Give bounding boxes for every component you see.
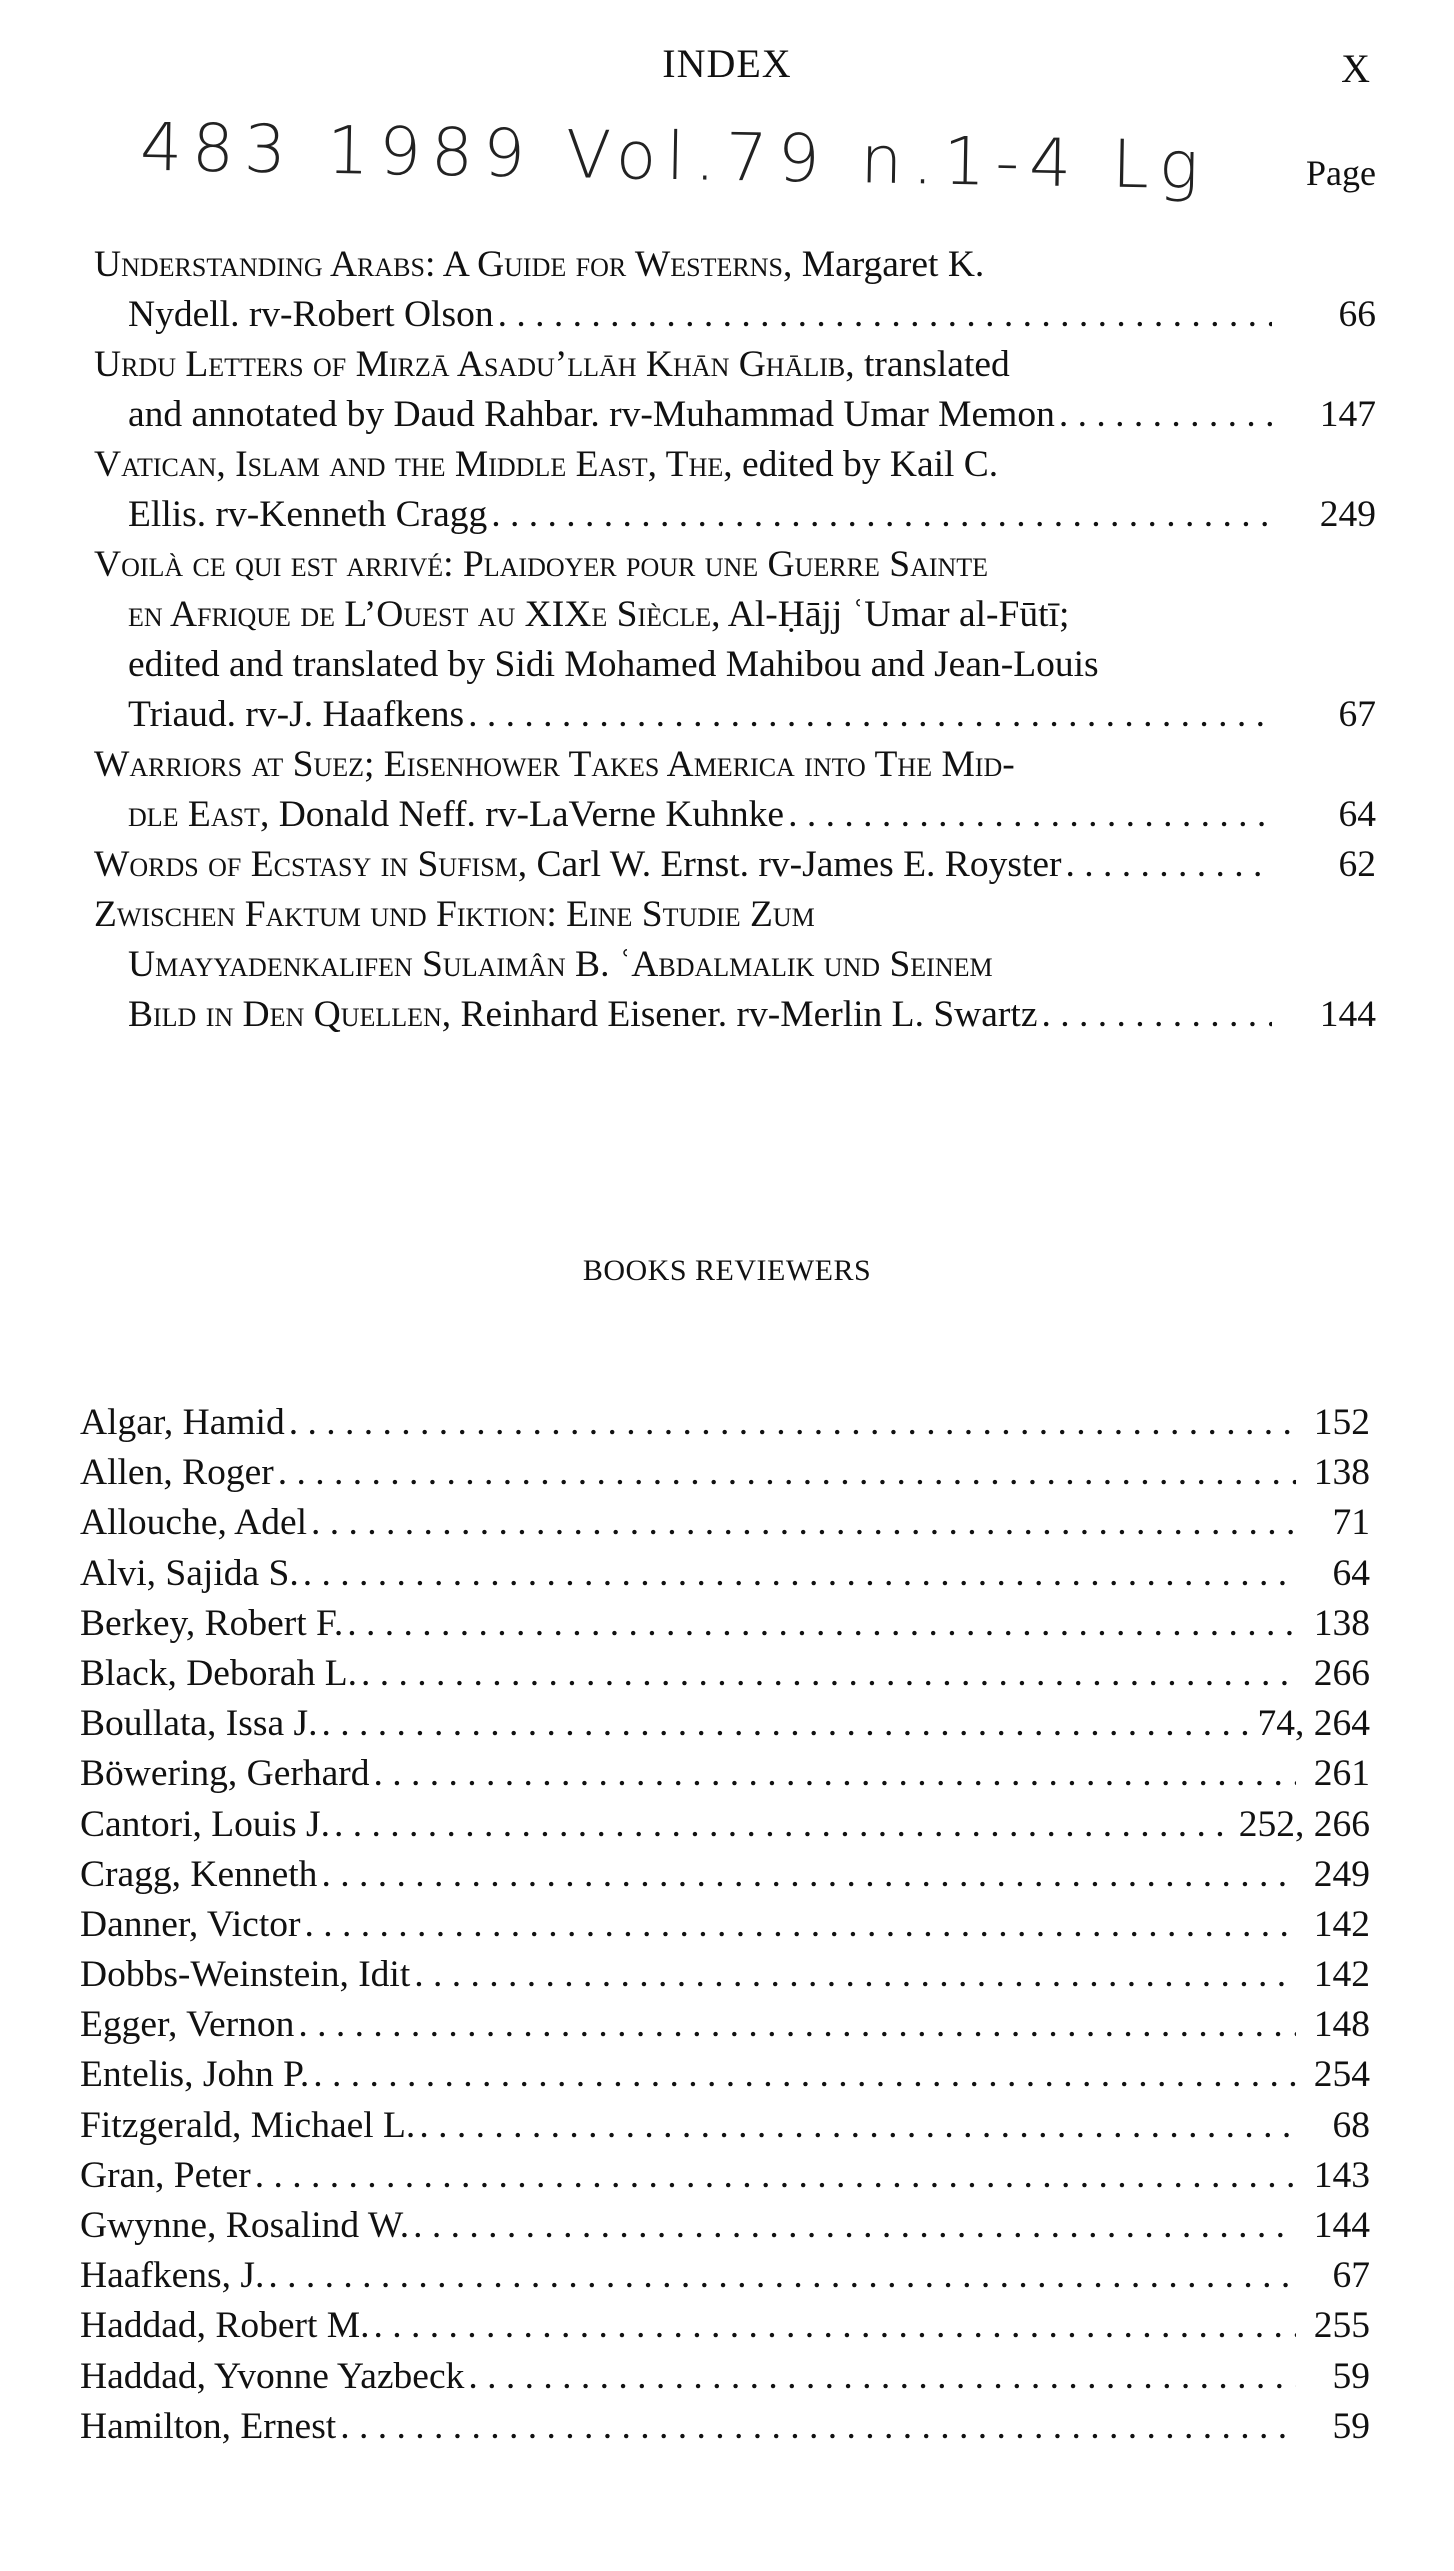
leader-dots — [374, 1749, 1297, 1799]
book-entry — [94, 540, 1376, 740]
book-detail: Carl W. Ernst. rv-James E. Royster — [536, 844, 1062, 885]
reviewer-entry — [80, 2201, 1370, 2251]
reviewer-name: Black, Deborah L. — [80, 1652, 357, 1694]
reviewer-name: Entelis, John P. — [80, 2054, 310, 2096]
book-detail: Nydell. rv-Robert Olson — [128, 294, 494, 335]
page-number: 143 — [1313, 2154, 1370, 2196]
leader-dots — [321, 1699, 1253, 1749]
page-number: 66 — [1338, 294, 1376, 335]
book-detail: Margaret K. — [801, 244, 985, 285]
page-number: 249 — [1319, 494, 1376, 535]
book-entry — [94, 740, 1376, 840]
page-number: 255 — [1313, 2305, 1370, 2347]
page-column-label: Page — [1306, 153, 1376, 193]
reviewer-entry — [80, 1549, 1370, 1599]
book-title: dle East, — [128, 794, 270, 835]
page-number: 249 — [1313, 1853, 1370, 1895]
reviewer-name: Böwering, Gerhard — [80, 1753, 370, 1795]
leader-dots — [313, 2050, 1296, 2100]
book-title: Zwischen Faktum und Fiktion: Eine Studie Zum — [94, 894, 815, 935]
leader-dots — [340, 2402, 1296, 2452]
reviewer-name: Cragg, Kenneth — [80, 1853, 318, 1895]
book-detail: Reinhard Eisener. rv-Merlin L. Swartz — [460, 994, 1038, 1035]
book-detail: and annotated by Daud Rahbar. rv-Muhammad Umar Memon — [128, 394, 1055, 435]
reviewer-name: Danner, Victor — [80, 1903, 301, 1945]
leader-dots — [419, 2101, 1296, 2151]
leader-dots — [334, 1800, 1235, 1850]
reviewer-entry — [80, 1749, 1370, 1799]
page-number: 144 — [1313, 2205, 1370, 2246]
book-title: Words of Ecstasy in Sufism, — [94, 844, 528, 885]
page-number: 252, 266 — [1238, 1803, 1370, 1845]
reviewer-entry — [80, 1498, 1370, 1548]
leader-dots — [268, 2251, 1296, 2301]
page-number: 74, 264 — [1257, 1703, 1370, 1745]
reviewer-entry — [80, 2251, 1370, 2301]
leader-dots — [1065, 840, 1272, 890]
reviewer-name: Cantori, Louis J. — [80, 1803, 330, 1845]
book-detail: translated — [863, 344, 1010, 385]
reviewer-name: Gran, Peter — [80, 2154, 251, 2196]
reviewer-entry — [80, 1900, 1370, 1950]
leader-dots — [374, 2301, 1296, 2351]
page-number: 138 — [1313, 1602, 1370, 1644]
page-number: 59 — [1332, 2355, 1370, 2397]
reviewer-name: Haafkens, J. — [80, 2255, 265, 2297]
page-number: 138 — [1313, 1452, 1370, 1494]
leader-dots — [255, 2151, 1296, 2201]
book-index-list — [94, 240, 1376, 1040]
page-number: 144 — [1319, 994, 1376, 1035]
leader-dots — [468, 2352, 1296, 2402]
book-detail: Donald Neff. rv-LaVerne Kuhnke — [278, 794, 785, 835]
reviewer-name: Haddad, Robert M. — [80, 2305, 370, 2347]
reviewer-entry — [80, 1850, 1370, 1900]
reviewer-entry — [80, 2402, 1370, 2452]
reviewer-entry — [80, 2050, 1370, 2100]
leader-dots — [414, 1950, 1296, 2000]
book-entry — [94, 340, 1376, 440]
reviewer-entry — [80, 1950, 1370, 2000]
leader-dots — [278, 1448, 1296, 1498]
reviewer-entry — [80, 1398, 1370, 1448]
leader-dots — [361, 1649, 1296, 1699]
book-title: Warriors at Suez; Eisenhower Takes America into The Mid- — [94, 744, 1015, 785]
book-detail: Triaud. rv-J. Haafkens — [128, 694, 465, 735]
page-number: 67 — [1332, 2255, 1370, 2297]
page-number: 266 — [1313, 1652, 1370, 1694]
reviewer-entry — [80, 2000, 1370, 2050]
page-number: 64 — [1332, 1552, 1370, 1594]
book-entry — [94, 440, 1376, 540]
reviewer-entry — [80, 1649, 1370, 1699]
reviewer-entry — [80, 2301, 1370, 2351]
leader-dots — [311, 1498, 1296, 1548]
page-number: 71 — [1332, 1502, 1370, 1544]
leader-dots — [498, 290, 1272, 340]
book-title: en Afrique de L’Ouest au XIXe Siècle, — [128, 594, 721, 635]
leader-dots — [491, 490, 1272, 540]
page-number-roman: X — [1341, 46, 1370, 91]
leader-dots — [298, 2000, 1296, 2050]
reviewer-entry — [80, 1599, 1370, 1649]
page-number: 64 — [1338, 794, 1376, 835]
page-number: 142 — [1313, 1903, 1370, 1945]
book-detail: edited by Kail C. — [741, 444, 999, 485]
reviewer-name: Dobbs-Weinstein, Idit — [80, 1954, 411, 1996]
page-number: 254 — [1313, 2054, 1370, 2096]
book-entry — [94, 240, 1376, 340]
reviewer-index-list — [80, 1398, 1370, 2452]
reviewer-entry — [80, 1448, 1370, 1498]
page-number: 67 — [1338, 694, 1376, 735]
book-title: Umayyadenkalifen Sulaimân B. ʿAbdalmalik und Seinem — [128, 944, 993, 985]
reviewer-name: Egger, Vernon — [80, 2004, 295, 2046]
leader-dots — [468, 690, 1272, 740]
reviewer-name: Hamilton, Ernest — [80, 2405, 337, 2447]
page-number: 261 — [1313, 1753, 1370, 1795]
book-detail: Ellis. rv-Kenneth Cragg — [128, 494, 488, 535]
reviewer-name: Allouche, Adel — [80, 1502, 308, 1544]
leader-dots — [788, 790, 1272, 840]
reviewer-entry — [80, 2352, 1370, 2402]
reviewer-name: Berkey, Robert F. — [80, 1602, 344, 1644]
page-number: 152 — [1313, 1402, 1370, 1443]
book-title: Understanding Arabs: A Guide for Westerns, — [94, 244, 793, 285]
page-number: 148 — [1313, 2004, 1370, 2046]
reviewer-name: Haddad, Yvonne Yazbeck — [80, 2355, 465, 2397]
page-number: 147 — [1319, 394, 1376, 435]
reviewer-name: Allen, Roger — [80, 1452, 274, 1494]
leader-dots — [303, 1549, 1296, 1599]
reviewer-name: Alvi, Sajida S. — [80, 1552, 299, 1594]
leader-dots — [347, 1599, 1296, 1649]
page-number: 59 — [1332, 2405, 1370, 2447]
reviewer-name: Gwynne, Rosalind W. — [80, 2205, 410, 2246]
leader-dots — [1059, 390, 1272, 440]
page-number: 62 — [1338, 844, 1376, 885]
leader-dots — [289, 1398, 1296, 1448]
section-heading: BOOKS REVIEWERS — [582, 1254, 872, 1287]
book-detail: Al-Ḥājj ʿUmar al-Fūtī; — [727, 594, 1070, 635]
reviewer-name: Boullata, Issa J. — [80, 1703, 318, 1745]
leader-dots — [321, 1850, 1296, 1900]
book-title: Vatican, Islam and the Middle East, The, — [94, 444, 733, 485]
reviewer-entry — [80, 1800, 1370, 1850]
page-number: 68 — [1332, 2104, 1370, 2146]
reviewer-entry — [80, 1699, 1370, 1749]
book-entry — [94, 890, 1376, 1040]
reviewer-name: Algar, Hamid — [80, 1402, 285, 1443]
book-title: Bild in Den Quellen, — [128, 994, 452, 1035]
reviewer-name: Fitzgerald, Michael L. — [80, 2104, 416, 2146]
page-number: 142 — [1313, 1954, 1370, 1996]
leader-dots — [1041, 990, 1272, 1040]
book-title: Urdu Letters of Mirzā Asadu’llāh Khān Ghālib, — [94, 344, 855, 385]
book-entry — [94, 840, 1376, 890]
book-detail: edited and translated by Sidi Mohamed Mahibou and Jean-Louis — [128, 644, 1099, 685]
page-title: INDEX — [662, 41, 792, 86]
handwritten-annotation: 483 1989 Vol.79 n.1-4 Lg — [139, 108, 1210, 205]
reviewer-entry — [80, 2101, 1370, 2151]
leader-dots — [304, 1900, 1296, 1950]
book-title: Voilà ce qui est arrivé: Plaidoyer pour une Guerre Sainte — [94, 544, 989, 585]
leader-dots — [413, 2201, 1296, 2251]
reviewer-entry — [80, 2151, 1370, 2201]
